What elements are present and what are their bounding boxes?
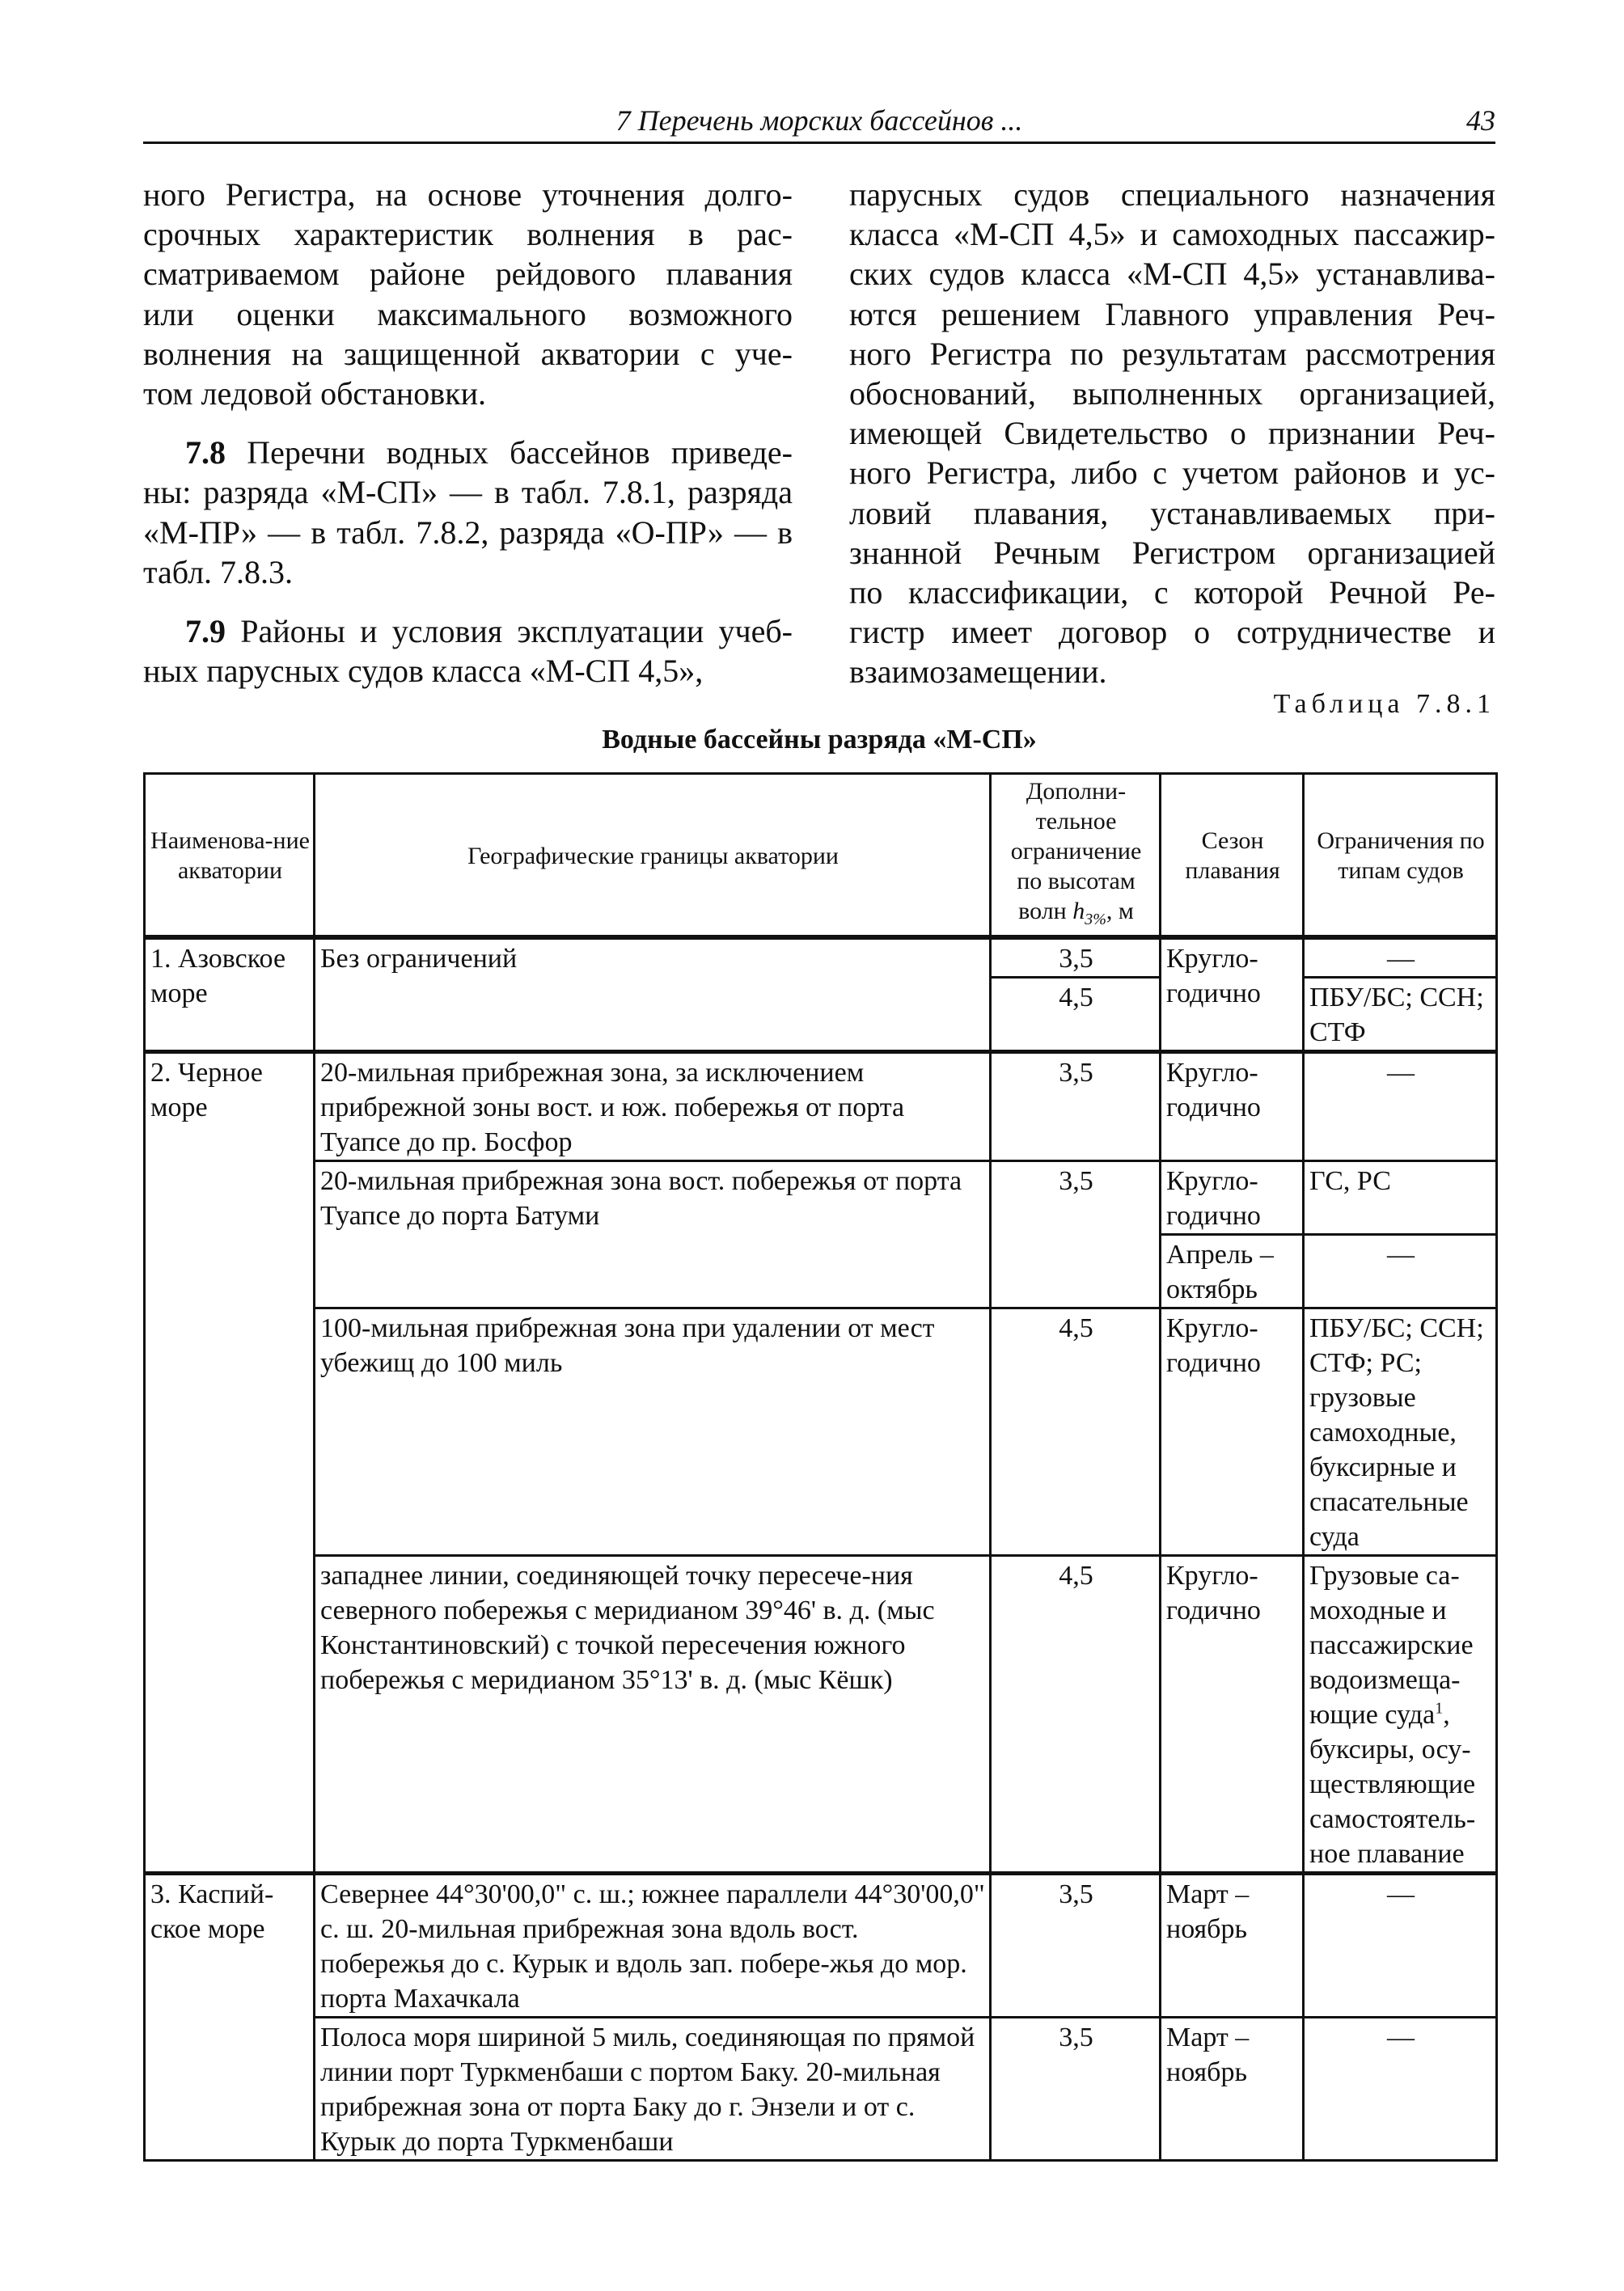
header-wave-unit: , м [1106,898,1134,924]
text-line-content: табл. 7.8.3. [143,553,294,590]
text-line-content: «М-ПР» — в табл. 7.8.2, разряда «О-ПР» — в [143,514,793,551]
text-line [849,493,1495,533]
running-header [143,104,1495,141]
restr-text-tail: , буксиры, осу-ществляющие самостоятель-ное плавание [1309,1700,1476,1869]
clause-number: 7.9 [185,613,226,650]
text-line [849,612,1495,652]
text-line [143,374,793,413]
paragraph [143,175,793,413]
text-line-content: срочных характеристик волнения в рас- [143,216,793,253]
table-row [145,1308,1497,1556]
text-line [143,175,793,214]
text-line-content: парусных судов специального назначения [849,176,1495,213]
text-line-content: волнения на защищенной акватории с уче- [143,335,793,372]
header-name: Наименова-ние акватории [145,774,315,938]
cell-wave: 3,5 [991,937,1161,978]
cell-restr: — [1304,937,1497,978]
text-line-content: ных парусных судов класса «М-СП 4,5», [143,653,704,690]
text-line-content: ного Регистра, на основе уточнения долго- [143,176,793,213]
cell-wave: 3,5 [991,1052,1161,1161]
text-line [143,254,793,294]
text-line-content: ловий плавания, устанавливаемых при- [849,494,1495,531]
text-line [143,472,793,512]
cell-wave: 3,5 [991,1874,1161,2018]
text-line-content: по классификации, с которой Речной Ре- [849,574,1495,611]
header-wave [991,774,1161,938]
cell-wave: 4,5 [991,978,1161,1052]
text-line-content: имеющей Свидетельство о признании Реч- [849,415,1495,452]
paragraph [143,433,793,592]
table-row [145,2018,1497,2161]
header-rule [143,142,1495,144]
table-header-row [145,774,1497,938]
cell-restr: — [1304,1874,1497,2018]
page-number: 43 [1466,104,1495,137]
header-restr: Ограничения по типам судов [1304,774,1497,938]
cell-season: Кругло-годично [1161,1052,1304,1161]
cell-restr: — [1304,2018,1497,2161]
header-season: Сезон плавания [1161,774,1304,938]
table-row [145,1556,1497,1874]
cell-restr: ГС, РС [1304,1161,1497,1235]
table-caption: Таблица 7.8.1 [1273,689,1495,719]
text-line [849,254,1495,294]
cell-season: Кругло-годично [1161,1161,1304,1235]
text-line-content: гистр имеет договор о сотрудничестве и [849,614,1495,651]
cell-wave: 3,5 [991,2018,1161,2161]
cell-restr [1304,1556,1497,1874]
text-line [143,513,793,552]
header-wave-text: Дополни-тельное ограничение по высотам волн [1010,778,1142,924]
text-line-content: обоснований, выполненных организацией, [849,375,1495,412]
cell-season: Кругло-годично [1161,937,1304,1052]
header-geo: Географические границы акватории [315,774,991,938]
cell-name: 3. Каспий-ское море [145,1874,315,2161]
cell-geo: Севернее 44°30'00,0" с. ш.; южнее параллели 44°30'00,0" с. ш. 20-мильная прибрежная зона вдоль вост. побережья до с. Курык и вдоль зап. побере-жья до мор. порта Махачкала [315,1874,991,2018]
text-line [143,611,793,651]
cell-geo: 20-мильная прибрежная зона вост. побережья от порта Туапсе до порта Батуми [315,1161,991,1308]
text-line-content: Перечни водных бассейнов приведе- [226,434,793,471]
text-line [143,294,793,334]
running-header-title: 7 Перечень морских бассейнов ... [615,104,1023,137]
cell-geo: 20-мильная прибрежная зона, за исключением прибрежной зоны вост. и юж. побережья от порта Туапсе до пр. Босфор [315,1052,991,1161]
cell-wave: 3,5 [991,1161,1161,1308]
text-line [849,652,1495,691]
text-line [143,651,793,691]
text-line [143,214,793,254]
text-line [849,453,1495,492]
text-line-content: ются решением Главного управления Реч- [849,295,1495,332]
paragraph [143,611,793,691]
header-wave-sub: 3% [1085,911,1106,928]
cell-geo: 100-мильная прибрежная зона при удалении от мест убежищ до 100 миль [315,1308,991,1556]
restr-text: Грузовые са-моходные и пассажирские водоизмеща-ющие суда [1309,1561,1474,1730]
cell-name: 2. Черное море [145,1052,315,1874]
cell-season: Апрель – октябрь [1161,1235,1304,1308]
text-line [143,552,793,592]
text-line [849,573,1495,612]
text-line [849,533,1495,573]
text-line-content: Районы и условия эксплуатации учеб- [226,613,793,650]
header-wave-symbol: h [1072,898,1085,924]
table-title: Водные бассейны разряда «М-СП» [602,725,1037,755]
text-line [849,214,1495,254]
table-row [145,1161,1497,1235]
table-row [145,1052,1497,1161]
cell-season: Кругло-годично [1161,1556,1304,1874]
cell-restr: — [1304,1052,1497,1161]
text-line-content: взаимозамещении. [849,653,1107,691]
cell-wave: 4,5 [991,1556,1161,1874]
text-line [143,334,793,374]
cell-name: 1. Азовское море [145,937,315,1052]
text-line-content: или оценки максимального возможного [143,295,793,332]
cell-season: Март – ноябрь [1161,2018,1304,2161]
cell-season: Кругло-годично [1161,1308,1304,1556]
table-row [145,1874,1497,2018]
text-line-content: сматриваемом районе рейдового плавания [143,256,793,293]
left-text-column [143,175,793,710]
text-line [849,334,1495,374]
cell-restr: — [1304,1235,1497,1308]
text-line [849,175,1495,214]
text-line [849,374,1495,413]
table-row [145,937,1497,978]
cell-restr: ПБУ/БС; ССН; СТФ [1304,978,1497,1052]
right-text-column [849,175,1495,712]
cell-wave: 4,5 [991,1308,1161,1556]
text-line-content: том ледовой обстановки. [143,375,487,412]
text-line-content: ны: разряда «М-СП» — в табл. 7.8.1, разряда [143,474,793,511]
paragraph [849,175,1495,692]
text-line-content: знанной Речным Регистром организацией [849,534,1495,571]
text-line [143,433,793,472]
text-line-content: ного Регистра, либо с учетом районов и ус- [849,454,1495,492]
cell-restr: ПБУ/БС; ССН; СТФ; РС; грузовые самоходные, буксирные и спасательные суда [1304,1308,1497,1556]
cell-geo: западнее линии, соединяющей точку пересече-ния северного побережья с меридианом 39°46' в. д. (мыс Константиновский) с точкой пересечения южного побережья с меридианом 35°13' в. д. (мыс Кёшк) [315,1556,991,1874]
text-line-content: ного Регистра по результатам рассмотрения [849,335,1495,372]
text-line [849,294,1495,334]
cell-geo: Полоса моря шириной 5 миль, соединяющая по прямой линии порт Туркменбаши с портом Баку. 20-мильная прибрежная зона от порта Баку до г. Энзели и от с. Курык до порта Туркменбаши [315,2018,991,2161]
clause-number: 7.8 [185,434,226,471]
footnote-mark: 1 [1435,1699,1444,1718]
text-line-content: ских судов класса «М-СП 4,5» устанавлива- [849,256,1495,293]
cell-geo: Без ограничений [315,937,991,1052]
water-basins-table [143,772,1498,2162]
cell-season: Март – ноябрь [1161,1874,1304,2018]
text-line [849,413,1495,453]
text-line-content: класса «М-СП 4,5» и самоходных пассажир- [849,216,1495,253]
